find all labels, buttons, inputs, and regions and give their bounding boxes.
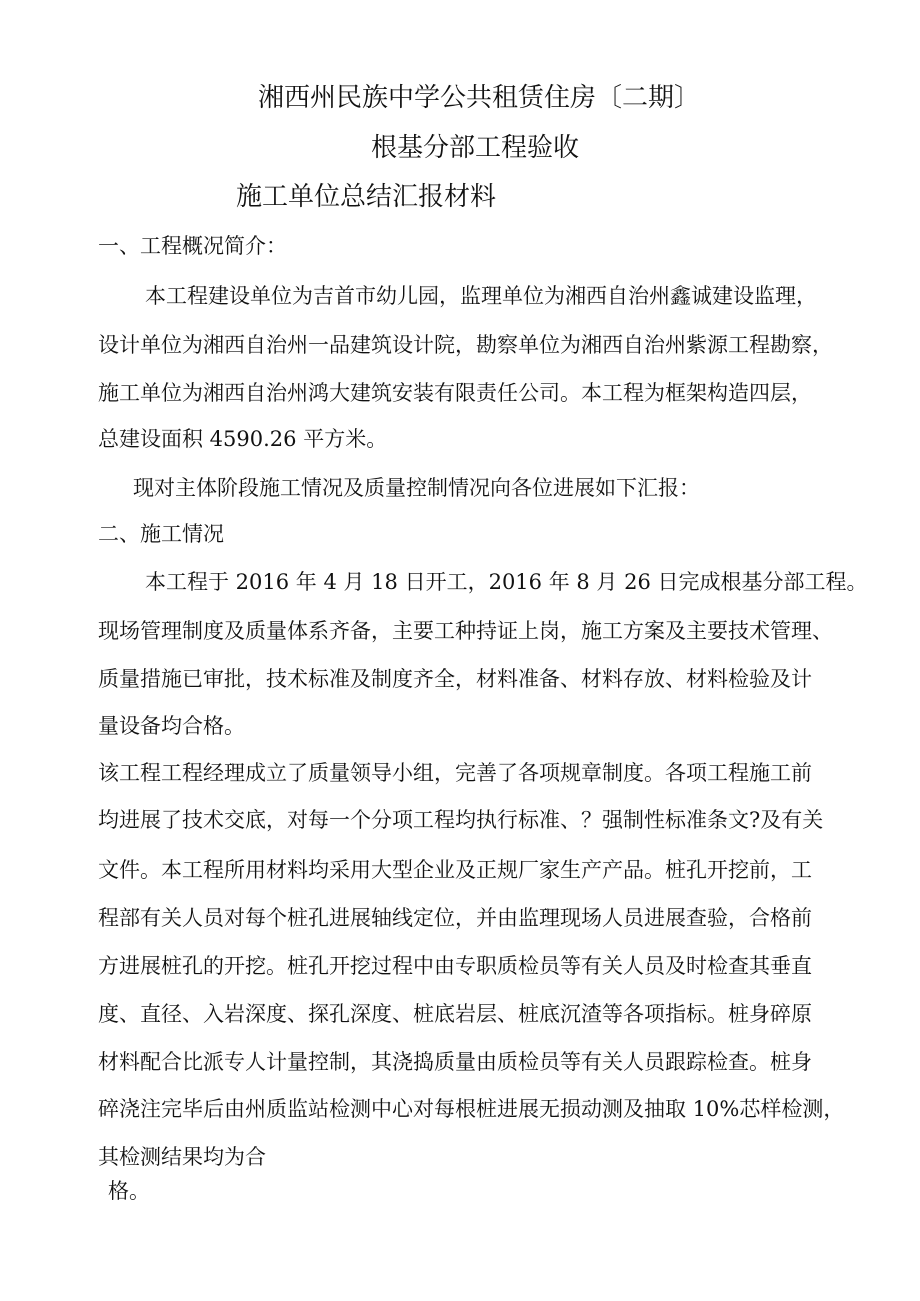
paragraph-line: 该工程工程经理成立了质量领导小组，完善了各项规章制度。各项工程施工前 — [98, 761, 812, 785]
paragraph-line: 本工程于 2016 年 4 月 18 日开工，2016 年 8 月 26 日完成根基分部工程。 — [145, 570, 868, 594]
section-heading-overview: 一、工程概况简介： — [98, 234, 287, 258]
paragraph-line: 总建设面积 4590.26 平方米。 — [98, 427, 388, 451]
paragraph-line: 材料配合比派专人计量控制，其浇捣质量由质检员等有关人员跟踪检查。桩身 — [98, 1050, 812, 1074]
paragraph-line: 量设备均合格。 — [98, 714, 245, 738]
document-title-line-2: 根基分部工程验收 — [371, 133, 580, 163]
paragraph-line: 本工程建设单位为吉首市幼儿园，监理单位为湘西自治州鑫诚建设监理， — [145, 284, 817, 308]
paragraph-line: 质量措施已审批，技术标准及制度齐全，材料准备、材料存放、材料检验及计 — [98, 667, 812, 691]
paragraph-line: 施工单位为湘西自治州鸿大建筑安装有限责任公司。本工程为框架构造四层， — [98, 381, 812, 405]
paragraph-line: 设计单位为湘西自治州一品建筑设计院，勘察单位为湘西自治州紫源工程勘察， — [98, 333, 833, 357]
paragraph-line: 文件。本工程所用材料均采用大型企业及正规厂家生产产品。桩孔开挖前，工 — [98, 858, 812, 882]
paragraph-line: 程部有关人员对每个桩孔进展轴线定位，并由监理现场人员进展查验，合格前 — [98, 906, 812, 930]
paragraph-line: 方进展桩孔的开挖。桩孔开挖过程中由专职质检员等有关人员及时检查其垂直 — [98, 954, 812, 978]
paragraph-line: 现场管理制度及质量体系齐备，主要工种持证上岗，施工方案及主要技术管理、 — [98, 619, 833, 643]
paragraph-line: 均进展了技术交底，对每一个分项工程均执行标准、？强制性标准条文?及有关 — [98, 808, 824, 832]
document-title-line-3: 施工单位总结汇报材料 — [236, 182, 497, 212]
paragraph-line: 格。 — [108, 1179, 150, 1203]
paragraph-line: 碎浇注完毕后由州质监站检测中心对每根桩进展无损动测及抽取 10%芯样检测， — [98, 1097, 845, 1121]
paragraph-line: 现对主体阶段施工情况及质量控制情况向各位进展如下汇报： — [133, 476, 700, 500]
paragraph-line: 度、直径、入岩深度、探孔深度、桩底岩层、桩底沉渣等各项指标。桩身碎原 — [98, 1002, 812, 1026]
paragraph-line: 其检测结果均为合 — [98, 1145, 266, 1169]
document-title-line-1: 湘西州民族中学公共租赁住房〔二期〕 — [258, 83, 701, 113]
section-heading-construction: 二、施工情况 — [98, 522, 224, 546]
